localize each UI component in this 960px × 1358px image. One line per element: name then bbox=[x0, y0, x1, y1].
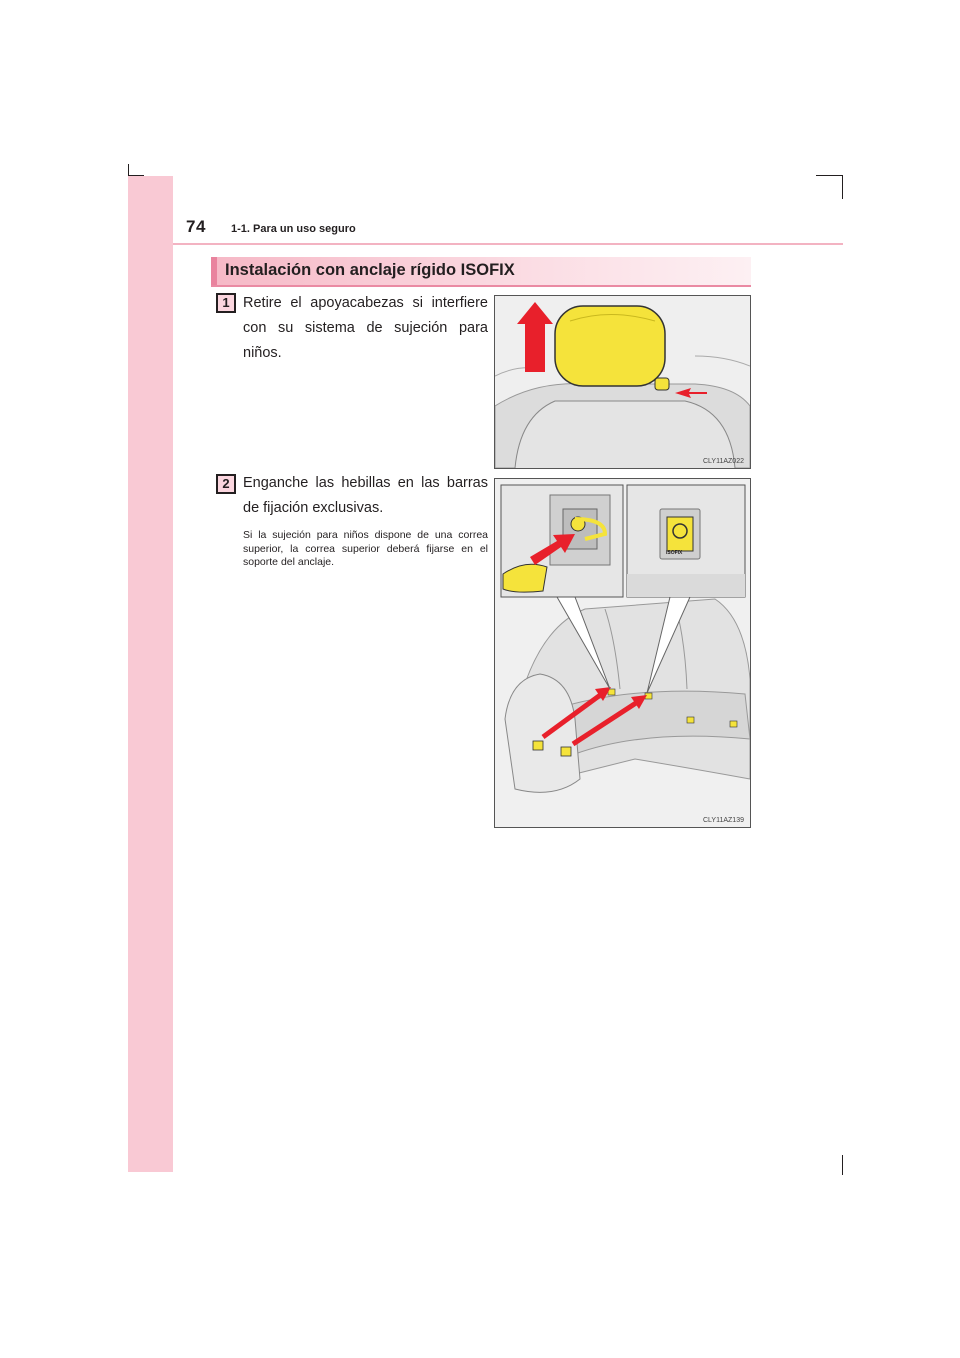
section-title: 1-1. Para un uso seguro bbox=[231, 223, 356, 235]
side-margin-band bbox=[128, 176, 173, 1172]
step-2-note: Si la sujeción para niños dispone de una correa superior, la correa superior deberá fijarse en el soporte del anclaje. bbox=[243, 529, 488, 568]
step-1-text: Retire el apoyacabezas si interfiere con su sistema de sujeción para niños. bbox=[243, 295, 488, 361]
isofix-label: ISOFIX bbox=[666, 550, 683, 556]
page-number: 74 bbox=[186, 217, 206, 236]
figure-isofix-installation bbox=[494, 478, 751, 828]
step-number-1: 1 bbox=[216, 293, 236, 313]
header-rule bbox=[173, 243, 843, 245]
figure-code-2: CLY11AZ139 bbox=[703, 817, 744, 824]
section-heading-bar bbox=[211, 257, 751, 287]
crop-mark-top-left-h bbox=[128, 175, 144, 176]
step-2-text: Enganche las hebillas en las barras de fijación exclusivas. bbox=[243, 475, 488, 516]
section-heading: Instalación con anclaje rígido ISOFIX bbox=[225, 261, 515, 279]
figure-code-1: CLY11AZ022 bbox=[703, 458, 744, 465]
crop-mark-bottom-right-v bbox=[842, 1155, 843, 1175]
step-number-2: 2 bbox=[216, 474, 236, 494]
figure-headrest-removal bbox=[494, 295, 751, 469]
crop-mark-top-right-v bbox=[842, 175, 843, 199]
headrest-illustration bbox=[495, 296, 750, 468]
isofix-illustration bbox=[495, 479, 750, 827]
crop-mark-top-right-h bbox=[816, 175, 843, 176]
heading-accent bbox=[211, 257, 217, 285]
crop-mark-top-left-v bbox=[128, 164, 129, 176]
